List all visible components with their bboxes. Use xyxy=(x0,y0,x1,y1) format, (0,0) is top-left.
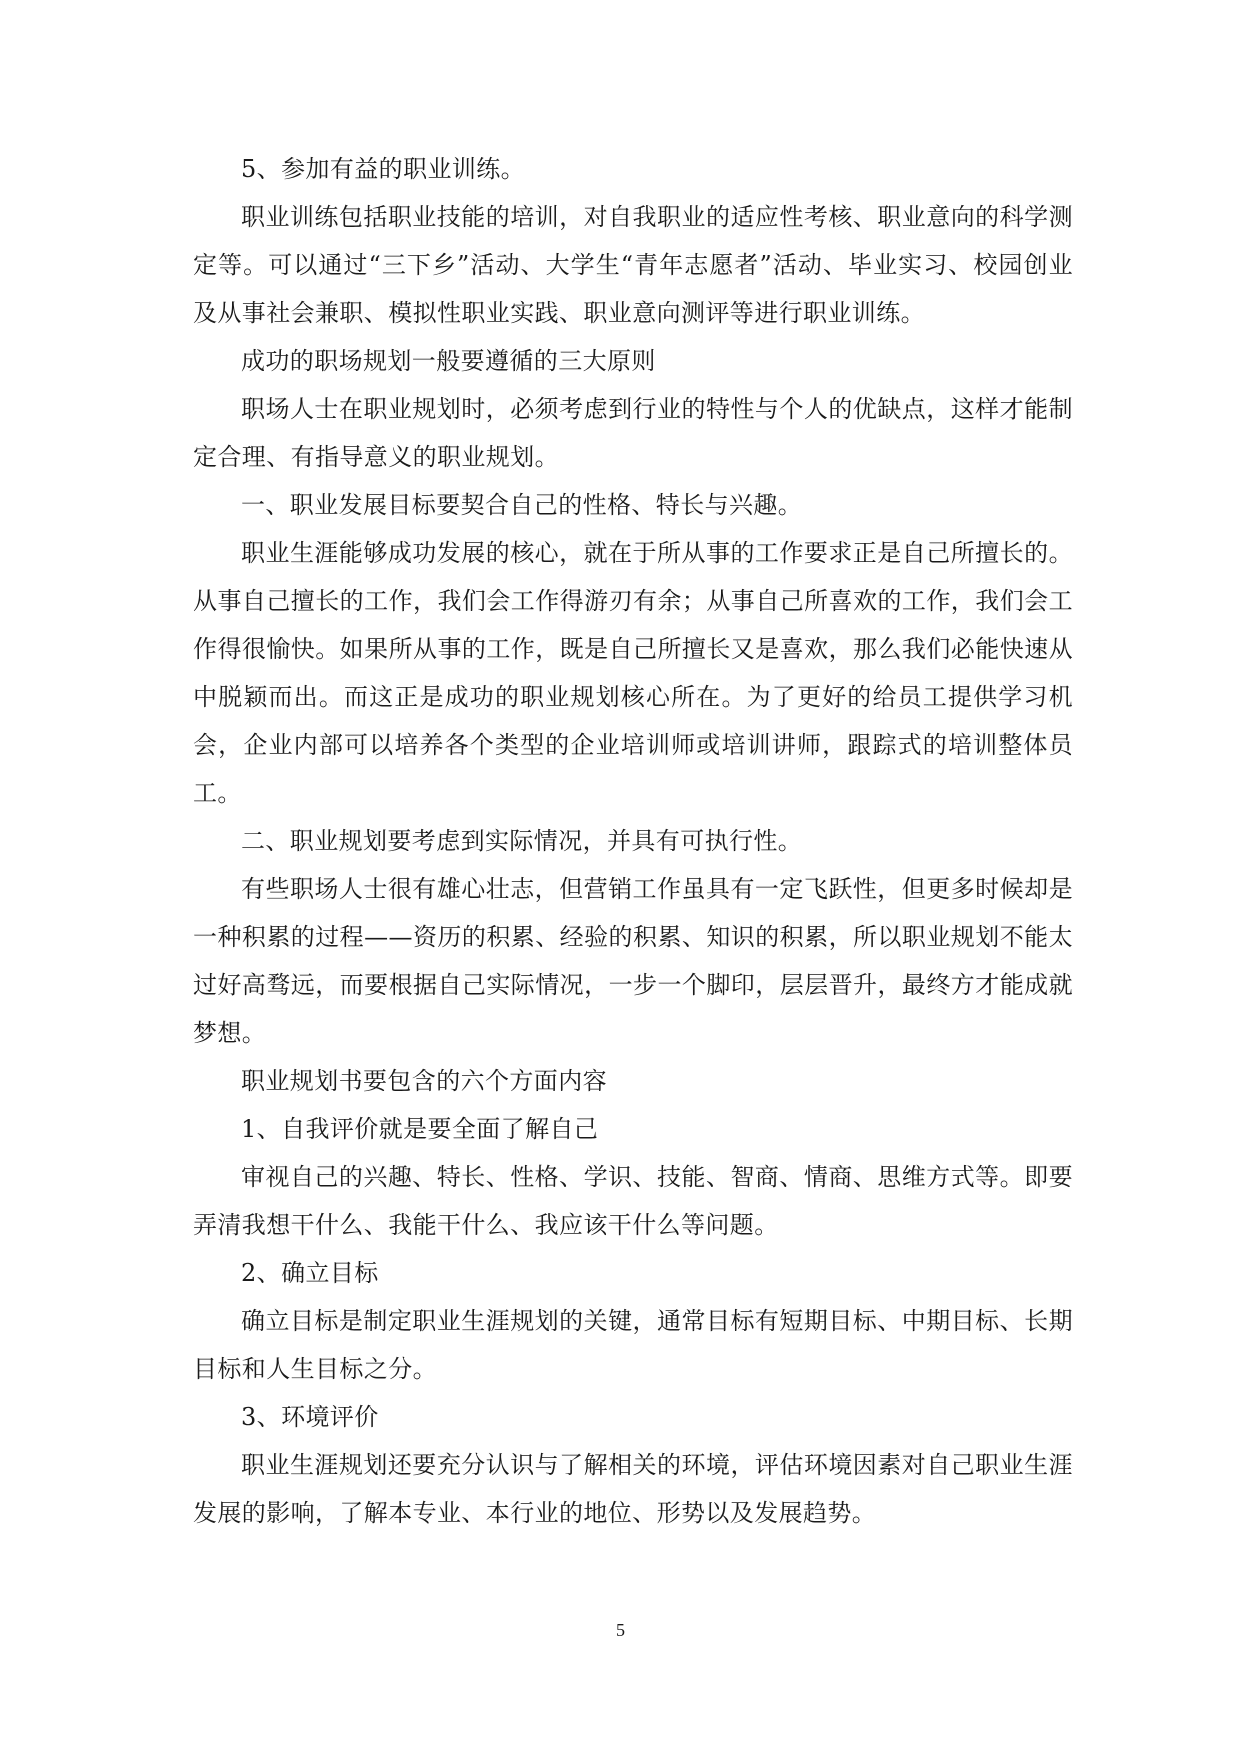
paragraph: 1、自我评价就是要全面了解自己 xyxy=(241,1115,599,1143)
paragraph: 一、职业发展目标要契合自己的性格、特长与兴趣。 xyxy=(241,491,803,519)
paragraph: 5、参加有益的职业训练。 xyxy=(241,155,526,183)
page-number: 5 xyxy=(616,1620,625,1640)
paragraph: 职业训练包括职业技能的培训，对自我职业的适应性考核、职业意向的科学测定等。可以通过“三下乡”活动、大学生“青年志愿者”活动、毕业实习、校园创业及从事社会兼职、模拟性职业实践、职业意向测评等进行职业训练。 xyxy=(193,203,1073,327)
paragraph: 职业规划书要包含的六个方面内容 xyxy=(241,1067,607,1095)
paragraph: 职场人士在职业规划时，必须考虑到行业的特性与个人的优缺点，这样才能制定合理、有指导意义的职业规划。 xyxy=(193,395,1073,471)
paragraph: 3、环境评价 xyxy=(241,1403,379,1431)
paragraph: 有些职场人士很有雄心壮志，但营销工作虽具有一定飞跃性，但更多时候却是一种积累的过程——资历的积累、经验的积累、知识的积累，所以职业规划不能太过好高骛远，而要根据自己实际情况，一步一个脚印，层层晋升，最终方才能成就梦想。 xyxy=(193,875,1073,1047)
paragraph: 职业生涯规划还要充分认识与了解相关的环境，评估环境因素对自己职业生涯发展的影响，了解本专业、本行业的地位、形势以及发展趋势。 xyxy=(193,1451,1073,1527)
paragraph: 成功的职场规划一般要遵循的三大原则 xyxy=(241,347,656,375)
paragraph: 审视自己的兴趣、特长、性格、学识、技能、智商、情商、思维方式等。即要弄清我想干什么、我能干什么、我应该干什么等问题。 xyxy=(193,1163,1073,1239)
paragraph: 二、职业规划要考虑到实际情况，并具有可执行性。 xyxy=(241,827,803,855)
paragraph: 确立目标是制定职业生涯规划的关键，通常目标有短期目标、中期目标、长期目标和人生目标之分。 xyxy=(193,1307,1073,1383)
paragraph: 职业生涯能够成功发展的核心，就在于所从事的工作要求正是自己所擅长的。从事自己擅长的工作，我们会工作得游刃有余；从事自己所喜欢的工作，我们会工作得很愉快。如果所从事的工作，既是自己所擅长又是喜欢，那么我们必能快速从中脱颖而出。而这正是成功的职业规划核心所在。为了更好的给员工提供学习机会，企业内部可以培养各个类型的企业培训师或培训讲师，跟踪式的培训整体员工。 xyxy=(193,539,1073,807)
paragraph: 2、确立目标 xyxy=(241,1259,379,1287)
